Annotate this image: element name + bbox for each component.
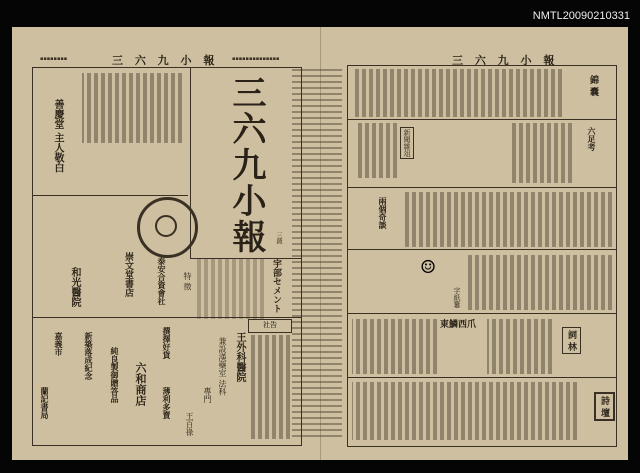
rokuwa-ad: 六和商店 bbox=[134, 362, 147, 406]
lanji-city: 嘉義市 bbox=[54, 332, 64, 356]
section-poetry: 詩 壇 bbox=[594, 392, 615, 421]
article-text bbox=[512, 123, 572, 183]
rokuwa-goods: 純良製御贈答品 bbox=[110, 347, 120, 403]
article-text bbox=[82, 73, 182, 143]
sobundo-ad: 崇文堂書店 bbox=[123, 252, 133, 297]
ube-cement-ad: 宇部セメント bbox=[271, 259, 281, 313]
article-text bbox=[352, 69, 562, 117]
section-strange-tales: 兩個奇談 bbox=[378, 197, 388, 229]
tokucho-label: 特 徵 bbox=[183, 272, 192, 291]
divider bbox=[33, 317, 301, 318]
kanyaku-label: 兼設漢藥室 法科 bbox=[218, 337, 227, 396]
lanji-slogan: 新築落成紀念 bbox=[84, 332, 94, 380]
taian-ad: 泰安合資會社 bbox=[157, 257, 167, 305]
rokuwa-slogan-1: 撰擇好貨 bbox=[162, 327, 172, 359]
article-text bbox=[402, 192, 612, 247]
divider bbox=[348, 187, 616, 188]
issue-info: ▪▪▪▪▪▪▪▪ bbox=[40, 56, 68, 62]
lanji-ad: 蘭記書局 bbox=[40, 387, 50, 419]
right-header-title: 三 六 九 小 報 bbox=[452, 54, 559, 67]
masthead-info bbox=[194, 259, 264, 319]
left-header-title: 三 六 九 小 報 bbox=[112, 54, 219, 67]
section-jinnang: 錦 囊 bbox=[588, 75, 598, 97]
wang-clinic-ad: 王外科醫院 bbox=[234, 332, 245, 382]
newspaper-scan bbox=[12, 27, 628, 460]
cartoon-figure: ☺ bbox=[420, 257, 437, 278]
date-info: ▪▪▪▪▪▪▪▪▪▪▪▪▪▪ bbox=[232, 56, 280, 62]
wang-name: 王百祿 bbox=[185, 412, 194, 436]
ube-cement-logo bbox=[137, 197, 198, 258]
article-text bbox=[352, 382, 577, 440]
article-text bbox=[352, 319, 437, 374]
rokuwa-slogan-2: 薄利多賣 bbox=[162, 387, 172, 419]
section-dong-lin: 東鱗西爪 bbox=[440, 320, 477, 330]
section-liuzu: 六足考 bbox=[587, 127, 597, 151]
archive-id: NMTL20090210331 bbox=[532, 10, 630, 22]
section-wastebasket: 字紙簍 bbox=[453, 287, 461, 308]
divider bbox=[348, 249, 616, 250]
article-text bbox=[467, 255, 612, 310]
article-text bbox=[357, 123, 397, 178]
price: 三錢 bbox=[275, 232, 282, 244]
section-news: 新聞雜俎 bbox=[400, 127, 414, 159]
masthead-title: 三六九小報 bbox=[226, 75, 266, 255]
notice-heading: 社告 bbox=[248, 319, 292, 333]
divider bbox=[33, 195, 188, 196]
divider bbox=[348, 313, 616, 314]
notice-text bbox=[248, 335, 290, 439]
zenkeido-ad: 善慶堂 主人敬白 bbox=[52, 99, 63, 173]
wako-ad: 和光醫院 bbox=[69, 267, 80, 307]
divider bbox=[348, 119, 616, 120]
section-cilin: 詞 林 bbox=[562, 327, 581, 354]
timetable bbox=[292, 69, 342, 439]
divider bbox=[348, 377, 616, 378]
article-text bbox=[487, 319, 552, 374]
senmon-label: 專門 bbox=[203, 387, 212, 403]
